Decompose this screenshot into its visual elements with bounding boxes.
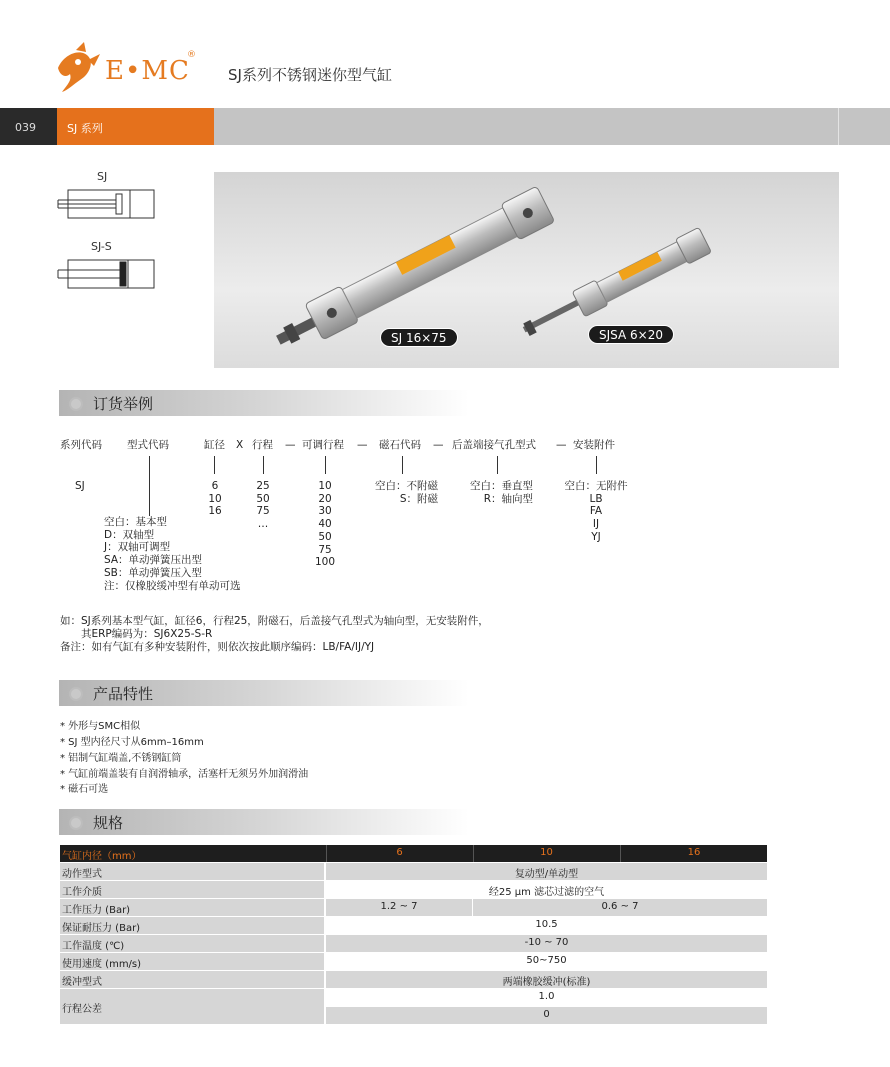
header-bore: 缸径 — [204, 439, 225, 451]
spec-label: 工作压力 (Bar) — [60, 899, 324, 916]
bore-list: 6 10 16 — [208, 480, 222, 518]
spec-row-cushion — [60, 971, 767, 988]
spec-label: 工作介质 — [60, 881, 324, 898]
header-x: X — [236, 439, 244, 451]
section-features — [59, 680, 469, 706]
spec-header-bore-16: 16 — [620, 845, 767, 862]
diagram-label-sjs: SJ-S — [91, 240, 112, 253]
product-photo — [214, 172, 839, 368]
spec-value: 50~750 — [326, 953, 767, 970]
spec-label: 使用速度 (mm/s) — [60, 953, 324, 970]
spec-label: 行程公差 — [60, 989, 324, 1024]
port-options: 空白：垂直型 R：轴向型 — [470, 480, 533, 505]
spec-row-action — [60, 863, 767, 880]
section-order-example — [59, 390, 469, 416]
connector-line — [214, 456, 215, 474]
photo-label-sjsa6x20: SJSA 6×20 — [588, 325, 674, 344]
header-accessory: 安装附件 — [573, 439, 615, 451]
spec-header-bore-10: 10 — [473, 845, 619, 862]
header-dash: — — [357, 439, 368, 451]
example-note: 如：SJ系列基本型气缸，缸径6，行程25，附磁石，后盖接气孔型式为轴向型，无安装附件， — [60, 615, 489, 627]
spec-value: 0.6 ~ 7 — [473, 899, 767, 916]
spec-label: 保证耐压力 (Bar) — [60, 917, 324, 934]
adj-stroke-list: 10 20 30 40 50 75 100 — [314, 480, 336, 569]
spec-label: 动作型式 — [60, 863, 324, 880]
stroke-list: 25 50 75 … — [256, 480, 270, 531]
sj-s-schematic — [56, 256, 156, 292]
registered-mark: ® — [187, 50, 196, 60]
spec-row-proof-pressure — [60, 917, 767, 934]
spec-header-row — [60, 845, 767, 862]
connector-line — [402, 456, 403, 474]
type-options: 空白：基本型 D：双轴型 J：双轴可调型 SA：单动弹簧压出型 SB：单动弹簧压入型 注：仅橡胶缓冲型有单动可选 — [104, 516, 241, 592]
erp-code-note: 其ERP编码为：SJ6X25-S-R — [81, 628, 213, 640]
spec-row-temperature — [60, 935, 767, 952]
feature-item: * 气缸前端盖装有自润滑轴承，活塞杆无须另外加润滑油 — [60, 769, 309, 780]
header-type-code: 型式代码 — [127, 439, 169, 451]
connector-line — [263, 456, 264, 474]
spec-row-tolerance — [60, 989, 767, 1024]
spec-row-medium — [60, 881, 767, 898]
band-divider — [838, 108, 839, 145]
diagram-label-sj: SJ — [97, 170, 108, 183]
sj-schematic — [56, 186, 156, 222]
page-number: 039 — [0, 108, 57, 145]
connector-line — [596, 456, 597, 474]
remark-note: 备注：如有气缸有多种安装附件，则依次按此顺序编码：LB/FA/IJ/YJ — [60, 641, 375, 653]
spec-value: 10.5 — [326, 917, 767, 934]
feature-item: * 铝制气缸端盖,不锈钢缸筒 — [60, 753, 182, 764]
section-spec — [59, 809, 469, 835]
header-adj-stroke: 可调行程 — [302, 439, 344, 451]
spec-label: 工作温度 (℃) — [60, 935, 324, 952]
header-dash: — — [285, 439, 296, 451]
connector-line — [149, 456, 150, 516]
header-dash: — — [556, 439, 567, 451]
spec-header-bore-6: 6 — [326, 845, 472, 862]
section-bullet-icon — [69, 397, 83, 411]
header-dash: — — [433, 439, 444, 451]
page-title: SJ系列不锈钢迷你型气缸 — [228, 66, 392, 84]
spec-row-pressure — [60, 899, 767, 916]
spec-value: 1.2 ~ 7 — [326, 899, 472, 916]
spec-row-speed — [60, 953, 767, 970]
connector-line — [497, 456, 498, 474]
section-title: 订货举例 — [93, 395, 154, 413]
photo-label-sj16x75: SJ 16×75 — [380, 328, 458, 347]
magnet-options: 空白：不附磁 S：附磁 — [375, 480, 438, 505]
section-title: 规格 — [93, 814, 124, 832]
series-value: SJ — [75, 480, 85, 492]
section-bullet-icon — [69, 687, 83, 701]
feature-item: * 磁石可选 — [60, 784, 109, 795]
header-port-type: 后盖端接气孔型式 — [452, 439, 536, 451]
brand-name: E•MC — [105, 56, 190, 86]
header-stroke: 行程 — [252, 439, 273, 451]
spec-header-label: 气缸内径（mm） — [62, 851, 142, 862]
connector-line — [325, 456, 326, 474]
spec-value: 1.0 — [326, 989, 767, 1006]
feature-item: * 外形与SMC相似 — [60, 721, 141, 732]
spec-value: 经25 μm 滤芯过滤的空气 — [326, 881, 767, 898]
header-magnet-code: 磁石代码 — [379, 439, 421, 451]
spec-value: 复动型/单动型 — [326, 863, 767, 880]
spec-value: 两端橡胶缓冲(标准) — [326, 971, 767, 988]
header-series-code: 系列代码 — [60, 439, 102, 451]
spec-value: 0 — [326, 1007, 767, 1024]
cylinder-illustration — [214, 172, 839, 368]
series-tab: SJ 系列 — [57, 108, 214, 145]
feature-item: * SJ 型内径尺寸从6mm–16mm — [60, 737, 204, 748]
spec-label: 缓冲型式 — [60, 971, 324, 988]
section-bullet-icon — [69, 816, 83, 830]
section-title: 产品特性 — [93, 685, 154, 703]
accessory-options: 空白：无附件 LB FA IJ YJ — [564, 480, 628, 543]
spec-value: -10 ~ 70 — [326, 935, 767, 952]
